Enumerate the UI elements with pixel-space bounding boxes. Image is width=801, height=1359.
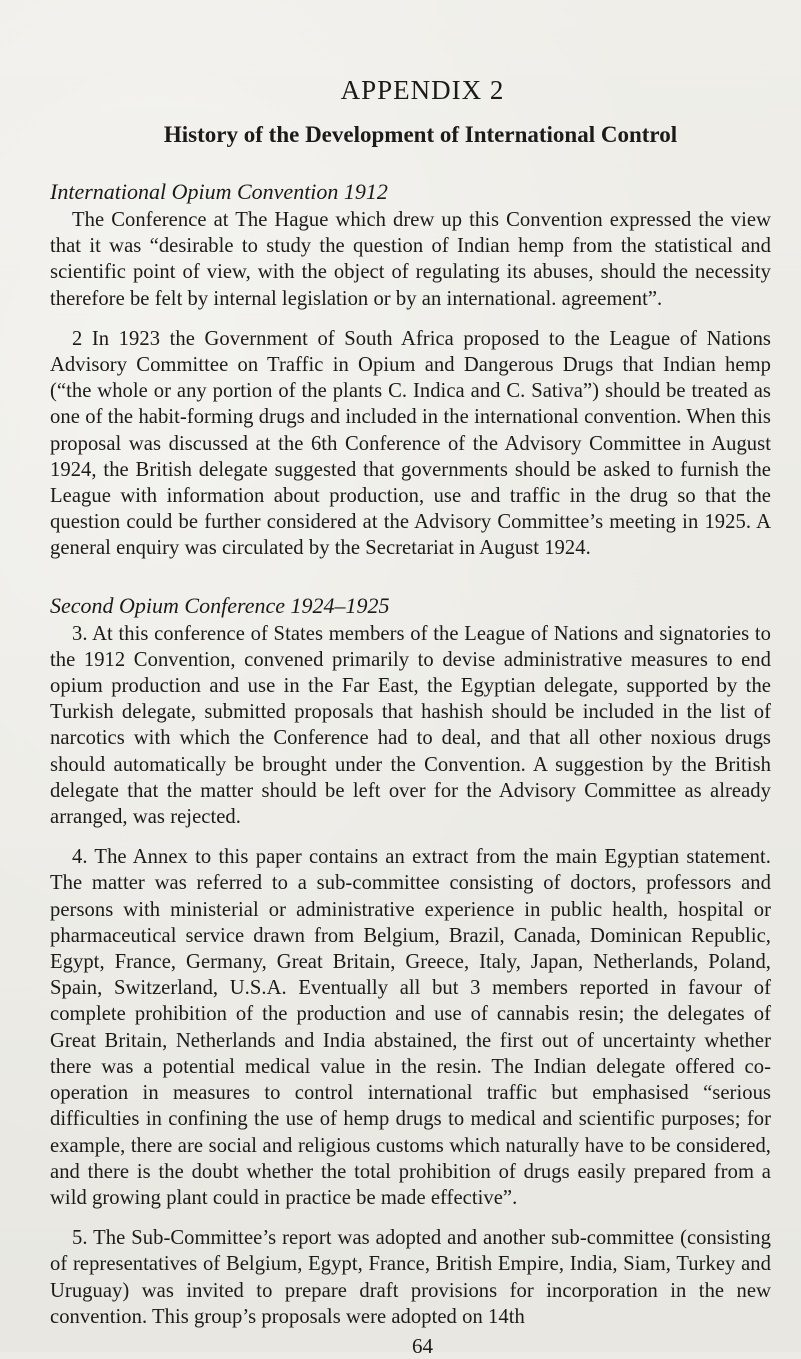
page-number: 64 <box>412 1333 433 1358</box>
paragraph-2: 2 In 1923 the Government of South Africa proposed to the League of Nations Advisory Committee on Traffic in Opium and Dangerous Drugs that Indian hemp (“the whole or any portion of the plants C. Indica and C. Sativa”) should be treated as one of the habit-forming drugs and included in the international convention. When this proposal was discussed at the 6th Conference of the Advisory Committee in August 1924, the British delegate suggested that governments should be asked to furnish the League with information about production, use and traffic in the drug so that the question could be further considered at the Advisory Committee’s meeting in 1925. A general enquiry was circulated by the Secretariat in August 1924. <box>50 327 771 560</box>
paragraph-1: The Conference at The Hague which drew up this Convention expressed the view that it was “desirable to study the question of Indian hemp from the statistical and scientific point of view, with the object of regulating its abuses, should the necessity therefore be felt by internal legislation or by an international. agreement”. <box>50 209 771 310</box>
section-heading-1912: International Opium Convention 1912 <box>50 179 388 204</box>
section-heading-1924-1925: Second Opium Conference 1924–1925 <box>50 592 390 618</box>
page-title: History of the Development of International Control <box>163 122 678 147</box>
appendix-label: APPENDIX 2 <box>340 75 505 105</box>
paragraph-4: 4. The Annex to this paper contains an extract from the main Egyptian statement. The matter was referred to a sub-committee consisting of doctors, professors and persons with ministerial or administrative experience in public health, hospital or pharmaceutical service drawn from Belgium, Brazil, Canada, Dominican Republic, Egypt, France, Germany, Great Britain, Greece, Italy, Japan, Netherlands, Poland, Spain, Switzerland, U.S.A. Eventually all but 3 members reported in favour of complete prohibition of the production and use of cannabis resin; the delegates of Great Britain, Netherlands and India abstained, the first out of uncertainty whether there was a potential medical value in the resin. The Indian delegate offered co-operation in measures to control international traffic but emphasised “serious difficulties in confining the use of hemp drugs to medical and scientific purposes; for example, there are social and religious customs which naturally have to be considered, and there is the doubt whether the total prohibition of drugs easily prepared from a wild growing plant could in practice be made effective”. <box>50 846 771 1209</box>
paragraph-3: 3. At this conference of States members of the League of Nations and signatories to the 1912 Convention, convened primarily to devise administrative measures to end opium production and use in the Far East, the Egyptian delegate, supported by the Turkish delegate, submitted proposals that hashish should be included in the list of narcotics with which the Conference had to deal, and that all other noxious drugs should automatically be brought under the Convention. A suggestion by the British delegate that the matter should be left over for the Advisory Committee as already arranged, was rejected. <box>50 622 771 829</box>
paragraph-5: 5. The Sub-Committee’s report was adopted and another sub-committee (consisting of representatives of Belgium, Egypt, France, British Empire, India, Siam, Turkey and Uruguay) was invited to prepare draft provisions for incorporation in the new convention. This group’s proposals were adopted on 14th <box>50 1227 771 1328</box>
